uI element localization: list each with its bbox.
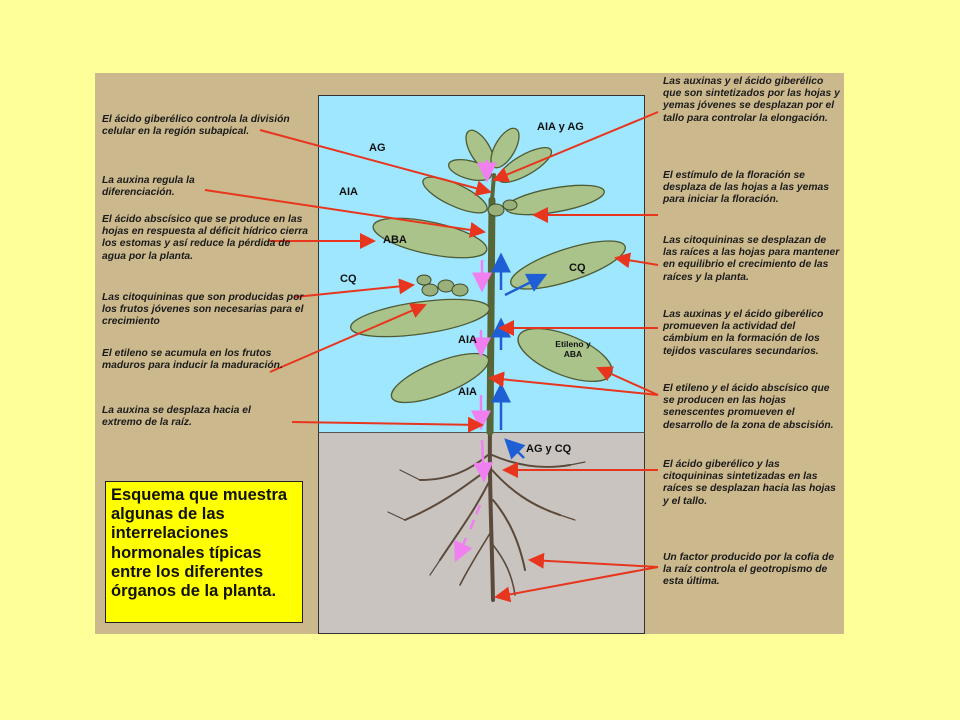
label-aba: ABA [383, 234, 407, 246]
label-aia-low: AIA [458, 386, 477, 398]
note-right-4: Las auxinas y el ácido giberélico promueven la actividad del cámbium en la formación de los tejidos vasculares secundarios. [663, 309, 824, 357]
note-right-6: El ácido giberélico y las citoquininas sintetizadas en las raíces se desplazan hacia las hojas y el tallo. [663, 459, 836, 507]
label-cq-right: CQ [569, 262, 586, 274]
note-left-2: La auxina regula la diferenciación. [102, 175, 195, 199]
note-right-1: Las auxinas y el ácido giberélico que son sintetizados por las hojas y yemas jóvenes se desplazan por el tallo para controlar la elongación. [663, 76, 840, 124]
label-ag-y-cq: AG y CQ [526, 443, 572, 455]
note-right-3: Las citoquininas se desplazan de las raíces a las hojas para mantener en equilibrio el crecimiento de las raíces y la planta. [663, 235, 840, 283]
label-ag: AG [369, 142, 386, 154]
label-etileno-aba: Etileno y ABA [555, 339, 591, 359]
note-left-3: El ácido abscísico que se produce en las hojas en respuesta al déficit hídrico cierra los estomas y así reduce la pérdida de agua por la planta. [102, 214, 309, 262]
note-right-7: Un factor producido por la cofia de la raíz controla el geotropismo de esta última. [663, 552, 835, 588]
note-left-6: La auxina se desplaza hacia el extremo de la raíz. [102, 405, 251, 429]
label-aia-mid: AIA [458, 334, 477, 346]
note-right-2: El estímulo de la floración se desplaza de las hojas a las yemas para iniciar la floración. [663, 170, 829, 206]
note-right-5: El etileno y el ácido abscísico que se producen en las hojas senescentes promueven el desarrollo de la zona de abscisión. [663, 383, 834, 431]
note-left-5: El etileno se acumula en los frutos maduros para inducir la maduración. [102, 348, 283, 372]
note-left-4: Las citoquininas que son producidas por los frutos jóvenes son necesarias para el crecimiento [102, 292, 304, 328]
roots [388, 432, 585, 600]
diagram-title: Esquema que muestra algunas de las interrelaciones hormonales típicas entre los diferentes órganos de la planta. [111, 486, 288, 601]
label-aia-y-ag: AIA y AG [537, 121, 584, 133]
label-cq-left: CQ [340, 273, 357, 285]
label-aia-top: AIA [339, 186, 358, 198]
note-left-1: El ácido giberélico controla la división celular en la región subapical. [102, 114, 290, 138]
